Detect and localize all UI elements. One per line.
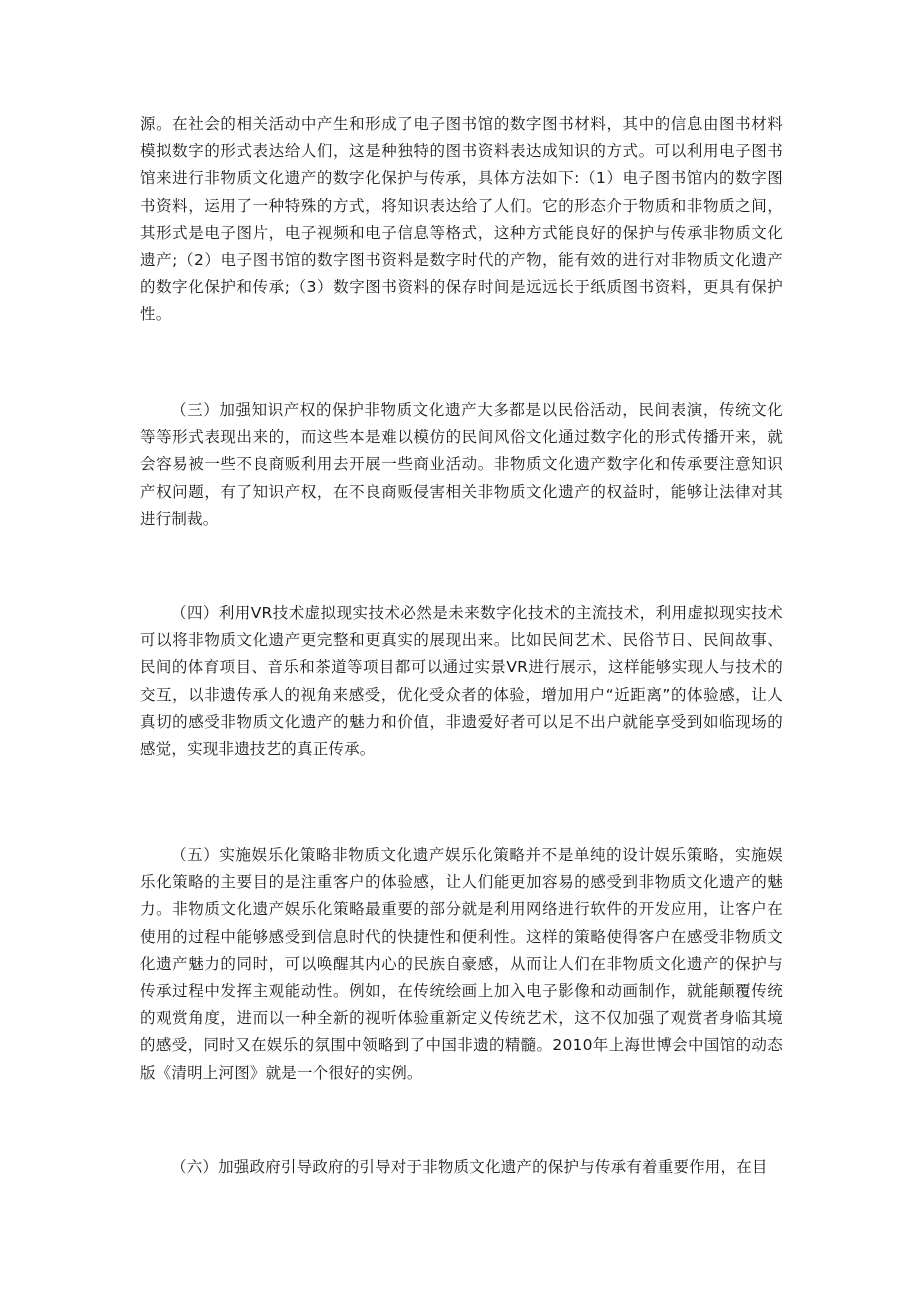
- paragraph-section-4: （四）利用VR技术虚拟现实技术必然是未来数字化技术的主流技术，利用虚拟现实技术可以将非物质文化遗产更完整和更真实的展现出来。比如民间艺术、民俗节日、民间故事、民间的体育项目、音乐和茶道等项目都可以通过实景VR进行展示，这样能够实现人与技术的交互，以非遗传承人的视角来感受，优化受众者的体验，增加用户“近距离”的体验感，让人真切的感受非物质文化遗产的魅力和价值，非遗爱好者可以足不出户就能享受到如临现场的感觉，实现非遗技艺的真正传承。: [140, 604, 783, 759]
- paragraph-section-3: （三）加强知识产权的保护非物质文化遗产大多都是以民俗活动，民间表演，传统文化等等形式表现出来的，而这些本是难以模仿的民间风俗文化通过数字化的形式传播开来，就会容易被一些不良商贩利用去开展一些商业活动。非物质文化遗产数字化和传承要注意知识产权问题，有了知识产权，在不良商贩侵害相关非物质文化遗产的权益时，能够让法律对其进行制裁。: [140, 401, 783, 528]
- paragraph-section-5: （五）实施娱乐化策略非物质文化遗产娱乐化策略并不是单纯的设计娱乐策略，实施娱乐化策略的主要目的是注重客户的体验感，让人们能更加容易的感受到非物质文化遗产的魅力。非物质文化遗产娱乐化策略最重要的部分就是利用网络进行软件的开发应用，让客户在使用的过程中能够感受到信息时代的快捷性和便利性。这样的策略使得客户在感受非物质文化遗产魅力的同时，可以唤醒其内心的民族自豪感，从而让人们在非物质文化遗产的保护与传承过程中发挥主观能动性。例如，在传统绘画上加入电子影像和动画制作，就能颠覆传统的观赏角度，进而以一种全新的视听体验重新定义传统艺术，这不仅加强了观赏者身临其境的感受，同时又在娱乐的氛围中领略到了中国非遗的精髓。2010年上海世博会中国馆的动态版《清明上河图》就是一个很好的实例。: [140, 846, 783, 1082]
- paragraph-section-6: （六）加强政府引导政府的引导对于非物质文化遗产的保护与传承有着重要作用，在目: [171, 1158, 768, 1176]
- paragraph-continuation: 源。在社会的相关活动中产生和形成了电子图书馆的数字图书材料，其中的信息由图书材料模拟数字的形式表达给人们，这是种独特的图书资料表达成知识的方式。可以利用电子图书馆来进行非物质文化遗产的数字化保护与传承，具体方法如下:（1）电子图书馆内的数字图书资料，运用了一种特殊的方式，将知识表达给了人们。它的形态介于物质和非物质之间，其形式是电子图片，电子视频和电子信息等格式，这种方式能良好的保护与传承非物质文化遗产;（2）电子图书馆的数字图书资料是数字时代的产物，能有效的进行对非物质文化遗产的数字化保护和传承;（3）数字图书资料的保存时间是远远长于纸质图书资料，更具有保护性。: [140, 115, 783, 324]
